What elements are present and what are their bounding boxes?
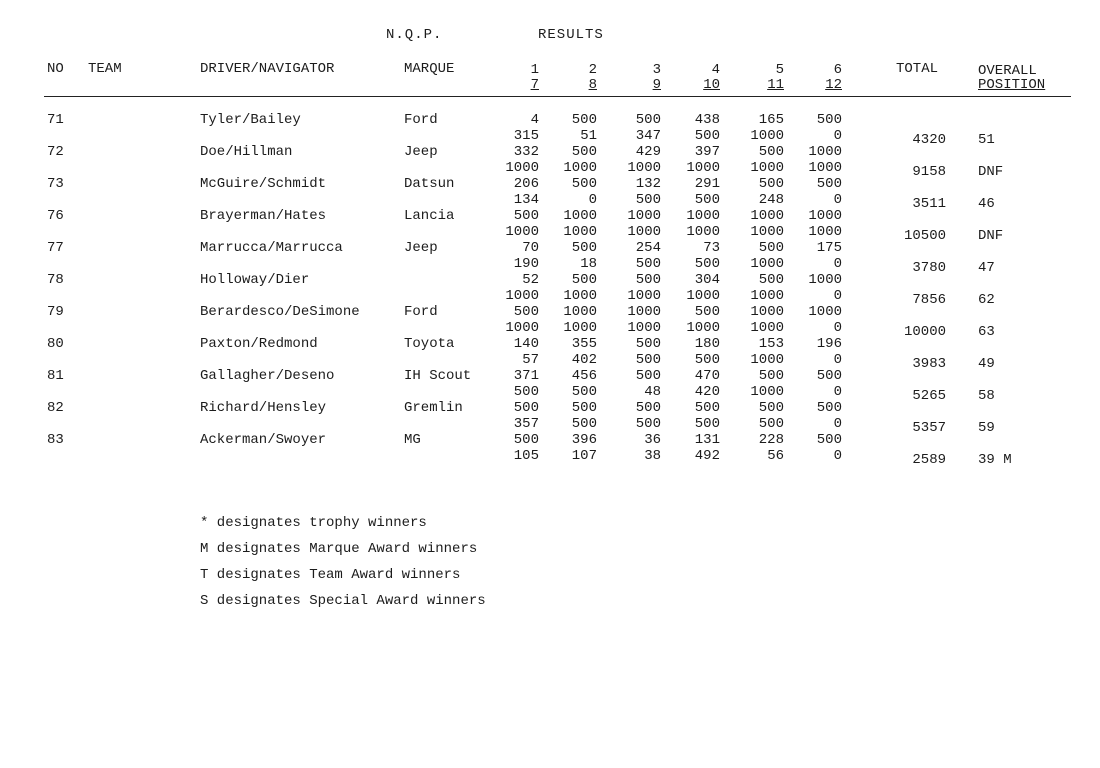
document-heading-nqp: N.Q.P. — [386, 27, 443, 43]
stage-score: 438 — [694, 112, 720, 128]
entry-number: 77 — [47, 240, 64, 256]
driver-navigator: Holloway/Dier — [200, 272, 310, 288]
stage-score: 105 — [513, 448, 539, 464]
overall-position: 39 M — [978, 452, 1012, 468]
stage-score: 500 — [513, 384, 539, 400]
stage-score: 500 — [816, 112, 842, 128]
stage-score: 18 — [580, 256, 597, 272]
stage-score: 206 — [513, 176, 539, 192]
marque: Jeep — [404, 144, 438, 160]
stage-score: 1000 — [750, 352, 784, 368]
legend-line: M designates Marque Award winners — [200, 541, 478, 557]
total-score: 10500 — [903, 228, 946, 244]
stage-score: 315 — [513, 128, 539, 144]
stage-score: 500 — [635, 112, 661, 128]
stage-score: 332 — [513, 144, 539, 160]
stage-score: 1000 — [808, 272, 842, 288]
stage-score: 500 — [758, 272, 784, 288]
overall-position: 59 — [978, 420, 995, 436]
stage-score: 228 — [758, 432, 784, 448]
entry-number: 78 — [47, 272, 64, 288]
stage-score: 492 — [694, 448, 720, 464]
driver-navigator: Tyler/Bailey — [200, 112, 301, 128]
stage-score: 1000 — [750, 256, 784, 272]
stage-score: 402 — [571, 352, 597, 368]
stage-score: 1000 — [627, 288, 661, 304]
stage-header-bottom: 7 — [530, 77, 539, 93]
total-score: 5357 — [912, 420, 946, 436]
overall-position: 47 — [978, 260, 995, 276]
column-header-overall: OVERALL — [978, 63, 1037, 79]
stage-score: 500 — [635, 400, 661, 416]
stage-score: 500 — [758, 240, 784, 256]
stage-score: 500 — [816, 368, 842, 384]
stage-score: 500 — [694, 128, 720, 144]
stage-score: 1000 — [505, 224, 539, 240]
entry-number: 81 — [47, 368, 64, 384]
stage-score: 0 — [833, 384, 842, 400]
entry-number: 71 — [47, 112, 64, 128]
stage-score: 500 — [635, 416, 661, 432]
entry-number: 82 — [47, 400, 64, 416]
stage-score: 357 — [513, 416, 539, 432]
marque: Toyota — [404, 336, 455, 352]
stage-score: 140 — [513, 336, 539, 352]
stage-score: 291 — [694, 176, 720, 192]
stage-score: 1000 — [808, 144, 842, 160]
stage-score: 1000 — [627, 160, 661, 176]
marque: Jeep — [404, 240, 438, 256]
stage-score: 304 — [694, 272, 720, 288]
entry-number: 79 — [47, 304, 64, 320]
stage-score: 165 — [758, 112, 784, 128]
stage-score: 1000 — [686, 160, 720, 176]
legend-line: S designates Special Award winners — [200, 593, 486, 609]
stage-score: 153 — [758, 336, 784, 352]
stage-score: 500 — [758, 416, 784, 432]
stage-score: 0 — [588, 192, 597, 208]
stage-score: 1000 — [750, 304, 784, 320]
stage-score: 1000 — [750, 208, 784, 224]
entry-number: 80 — [47, 336, 64, 352]
stage-score: 429 — [635, 144, 661, 160]
stage-score: 52 — [522, 272, 539, 288]
stage-score: 1000 — [563, 320, 597, 336]
stage-score: 0 — [833, 128, 842, 144]
stage-score: 1000 — [686, 208, 720, 224]
stage-score: 500 — [758, 144, 784, 160]
overall-position: 58 — [978, 388, 995, 404]
stage-score: 500 — [758, 368, 784, 384]
stage-score: 371 — [513, 368, 539, 384]
stage-score: 1000 — [686, 224, 720, 240]
stage-score: 500 — [513, 208, 539, 224]
driver-navigator: McGuire/Schmidt — [200, 176, 327, 192]
stage-score: 0 — [833, 352, 842, 368]
stage-score: 1000 — [505, 320, 539, 336]
column-header-driver: DRIVER/NAVIGATOR — [200, 61, 335, 77]
overall-position: 62 — [978, 292, 995, 308]
entry-number: 76 — [47, 208, 64, 224]
column-header-total: TOTAL — [896, 61, 939, 77]
stage-score: 1000 — [750, 288, 784, 304]
stage-score: 180 — [694, 336, 720, 352]
stage-score: 500 — [694, 400, 720, 416]
document-heading-results: RESULTS — [538, 27, 604, 43]
stage-score: 500 — [571, 144, 597, 160]
stage-score: 1000 — [563, 160, 597, 176]
driver-navigator: Ackerman/Swoyer — [200, 432, 327, 448]
stage-score: 1000 — [505, 160, 539, 176]
driver-navigator: Richard/Hensley — [200, 400, 327, 416]
stage-score: 70 — [522, 240, 539, 256]
stage-header-top: 6 — [833, 62, 842, 78]
stage-score: 1000 — [505, 288, 539, 304]
stage-score: 1000 — [686, 320, 720, 336]
stage-score: 1000 — [750, 384, 784, 400]
column-header-no: NO — [47, 61, 64, 77]
column-header-team: TEAM — [88, 61, 122, 77]
stage-header-top: 3 — [652, 62, 661, 78]
stage-score: 1000 — [686, 288, 720, 304]
stage-score: 1000 — [627, 304, 661, 320]
stage-score: 51 — [580, 128, 597, 144]
stage-score: 500 — [571, 176, 597, 192]
driver-navigator: Doe/Hillman — [200, 144, 293, 160]
overall-position: DNF — [978, 164, 1004, 180]
total-score: 7856 — [912, 292, 946, 308]
total-score: 3511 — [912, 196, 946, 212]
stage-score: 355 — [571, 336, 597, 352]
marque: Datsun — [404, 176, 455, 192]
marque: Ford — [404, 112, 438, 128]
marque: IH Scout — [404, 368, 472, 384]
stage-header-top: 2 — [588, 62, 597, 78]
column-header-position: POSITION — [978, 77, 1046, 93]
stage-score: 500 — [758, 400, 784, 416]
stage-header-bottom: 10 — [703, 77, 720, 93]
overall-position: 46 — [978, 196, 995, 212]
stage-score: 48 — [644, 384, 661, 400]
total-score: 3780 — [912, 260, 946, 276]
stage-score: 456 — [571, 368, 597, 384]
stage-score: 132 — [635, 176, 661, 192]
stage-score: 0 — [833, 416, 842, 432]
driver-navigator: Brayerman/Hates — [200, 208, 327, 224]
stage-score: 36 — [644, 432, 661, 448]
stage-score: 500 — [635, 272, 661, 288]
stage-score: 56 — [767, 448, 784, 464]
total-score: 9158 — [912, 164, 946, 180]
total-score: 2589 — [912, 452, 946, 468]
stage-score: 500 — [816, 400, 842, 416]
stage-score: 1000 — [563, 224, 597, 240]
stage-score: 254 — [635, 240, 661, 256]
stage-score: 0 — [833, 448, 842, 464]
stage-score: 500 — [694, 416, 720, 432]
stage-score: 107 — [571, 448, 597, 464]
marque: MG — [404, 432, 421, 448]
stage-score: 248 — [758, 192, 784, 208]
stage-score: 500 — [513, 400, 539, 416]
stage-score: 0 — [833, 256, 842, 272]
stage-score: 500 — [635, 256, 661, 272]
stage-score: 1000 — [750, 128, 784, 144]
overall-position: 49 — [978, 356, 995, 372]
entry-number: 83 — [47, 432, 64, 448]
stage-score: 1000 — [563, 304, 597, 320]
stage-score: 1000 — [808, 160, 842, 176]
stage-header-bottom: 8 — [588, 77, 597, 93]
stage-score: 1000 — [750, 160, 784, 176]
driver-navigator: Marrucca/Marrucca — [200, 240, 343, 256]
entry-number: 72 — [47, 144, 64, 160]
stage-score: 1000 — [627, 208, 661, 224]
stage-score: 470 — [694, 368, 720, 384]
stage-score: 1000 — [750, 224, 784, 240]
stage-score: 500 — [635, 352, 661, 368]
stage-score: 175 — [816, 240, 842, 256]
overall-position: DNF — [978, 228, 1004, 244]
stage-score: 0 — [833, 320, 842, 336]
stage-score: 500 — [571, 384, 597, 400]
stage-score: 500 — [816, 432, 842, 448]
stage-score: 1000 — [808, 224, 842, 240]
marque: Lancia — [404, 208, 455, 224]
stage-score: 500 — [694, 192, 720, 208]
total-score: 3983 — [912, 356, 946, 372]
stage-score: 500 — [513, 304, 539, 320]
stage-score: 500 — [571, 272, 597, 288]
stage-score: 396 — [571, 432, 597, 448]
stage-score: 500 — [816, 176, 842, 192]
stage-score: 420 — [694, 384, 720, 400]
stage-header-top: 4 — [711, 62, 720, 78]
stage-score: 196 — [816, 336, 842, 352]
total-score: 10000 — [903, 324, 946, 340]
stage-score: 131 — [694, 432, 720, 448]
stage-header-top: 1 — [530, 62, 539, 78]
overall-position: 51 — [978, 132, 995, 148]
stage-score: 500 — [694, 352, 720, 368]
stage-score: 134 — [513, 192, 539, 208]
stage-score: 500 — [571, 416, 597, 432]
driver-navigator: Paxton/Redmond — [200, 336, 318, 352]
stage-score: 500 — [513, 432, 539, 448]
stage-score: 73 — [703, 240, 720, 256]
legend-line: * designates trophy winners — [200, 515, 427, 531]
stage-score: 1000 — [750, 320, 784, 336]
stage-score: 347 — [635, 128, 661, 144]
driver-navigator: Gallagher/Deseno — [200, 368, 335, 384]
overall-position: 63 — [978, 324, 995, 340]
stage-score: 500 — [694, 256, 720, 272]
stage-score: 500 — [758, 176, 784, 192]
legend-line: T designates Team Award winners — [200, 567, 461, 583]
stage-score: 4 — [530, 112, 539, 128]
stage-header-bottom: 9 — [652, 77, 661, 93]
stage-score: 500 — [694, 304, 720, 320]
stage-score: 38 — [644, 448, 661, 464]
stage-header-bottom: 11 — [767, 77, 784, 93]
stage-score: 1000 — [808, 304, 842, 320]
stage-score: 0 — [833, 288, 842, 304]
stage-score: 1000 — [563, 288, 597, 304]
stage-score: 500 — [571, 400, 597, 416]
stage-score: 0 — [833, 192, 842, 208]
entry-number: 73 — [47, 176, 64, 192]
stage-score: 397 — [694, 144, 720, 160]
total-score: 4320 — [912, 132, 946, 148]
stage-score: 500 — [635, 336, 661, 352]
stage-score: 57 — [522, 352, 539, 368]
stage-score: 500 — [635, 192, 661, 208]
stage-score: 1000 — [627, 224, 661, 240]
stage-header-bottom: 12 — [825, 77, 842, 93]
stage-header-top: 5 — [775, 62, 784, 78]
marque: Ford — [404, 304, 438, 320]
header-rule — [44, 96, 1071, 97]
stage-score: 500 — [571, 112, 597, 128]
stage-score: 1000 — [563, 208, 597, 224]
marque: Gremlin — [404, 400, 463, 416]
stage-score: 500 — [635, 368, 661, 384]
stage-score: 190 — [513, 256, 539, 272]
column-header-marque: MARQUE — [404, 61, 455, 77]
stage-score: 500 — [571, 240, 597, 256]
driver-navigator: Berardesco/DeSimone — [200, 304, 360, 320]
stage-score: 1000 — [808, 208, 842, 224]
total-score: 5265 — [912, 388, 946, 404]
stage-score: 1000 — [627, 320, 661, 336]
